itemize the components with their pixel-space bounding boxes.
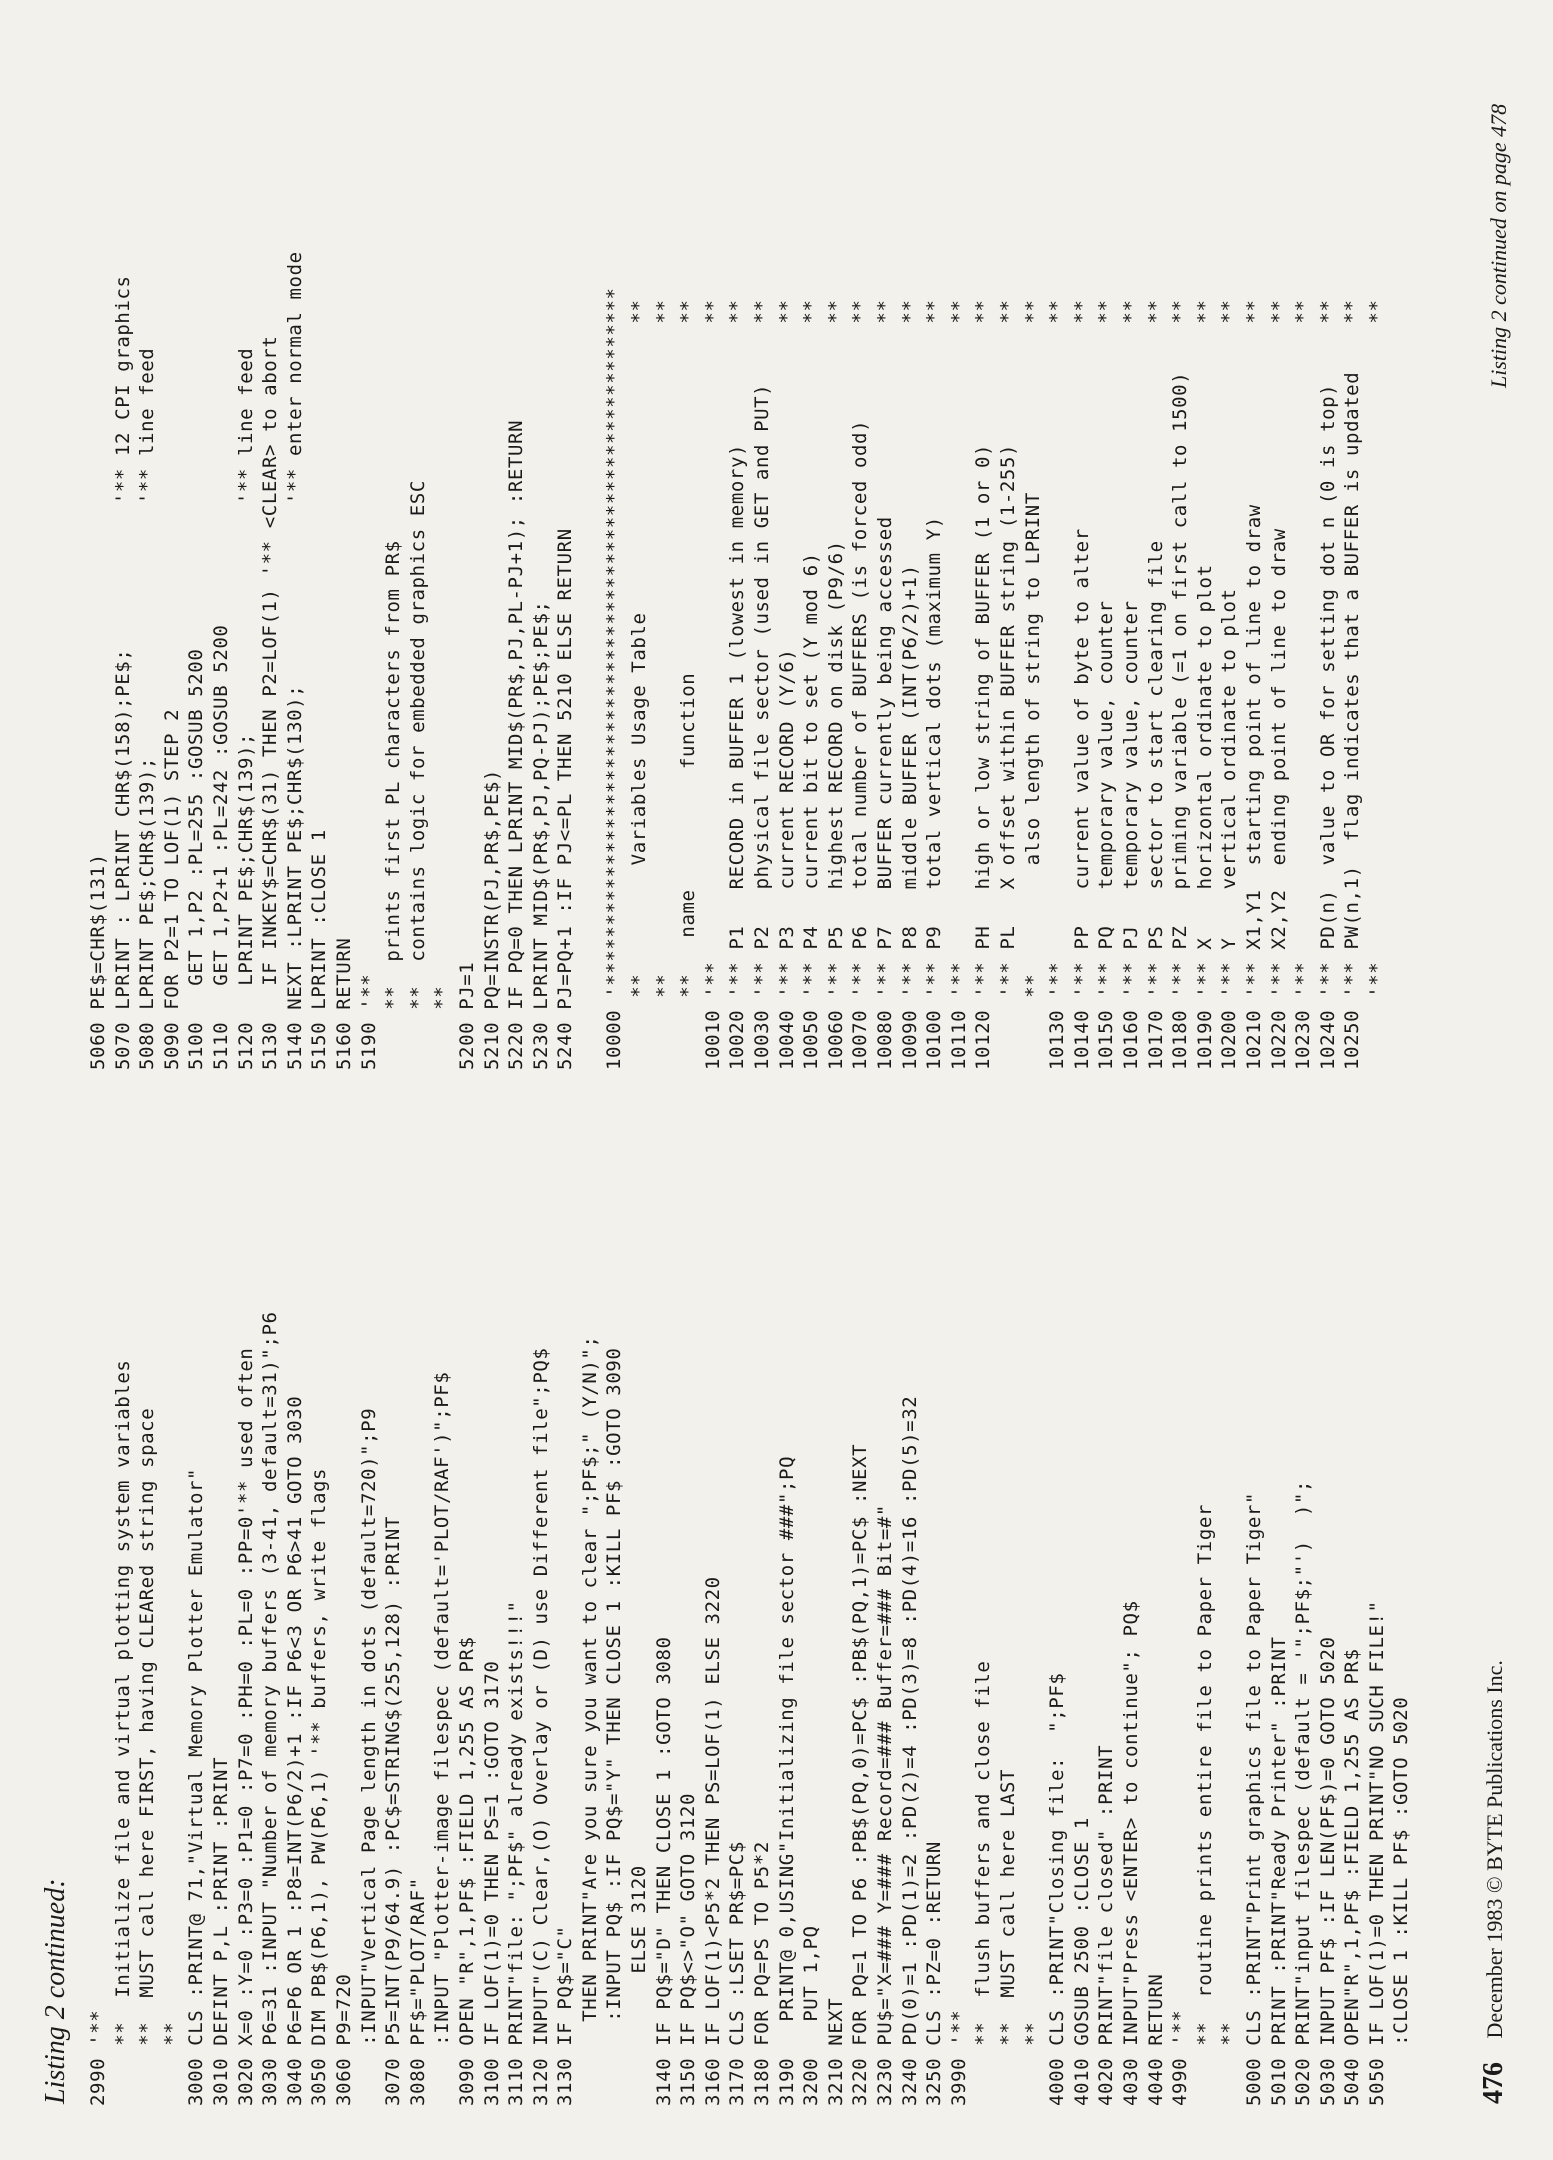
listing-caption: Listing 2 continued: bbox=[40, 1878, 71, 2104]
page-footer bbox=[1478, 1660, 1510, 2104]
code-column-left: 2990 '** ** Initialize file and virtual plotting system variables ** MUST call here FIRST, having CLEARed string space ** 3000 CLS :PRINT@ 71,"Virtual Memory Plotter Emulator" 3010 DEFINT P,L :PRINT :PRINT 3020 X=0 :Y=0 :P3=0 :P1=0 :P7=0 :PH=0 :PL=0 :PP=0'** used often 3030 P6=31 :INPUT "Number of memory buffers (3-41, default=31)";P6 3040 P6=P6 OR 1 :P8=INT(P6/2)+1 :IF P6<3 OR P6>41 GOTO 3030 3050 DIM PB$(P6,1), PW(P6,1) '** buffers, write flags 3060 P9=720 :INPUT"Vertical Page length in dots (default=720)";P9 3070 P5=INT(P9/64.9) :PC$=STRING$(255,128) :PRINT 3080 PF$="PLOT/RAF" :INPUT "Plotter-image filespec (default='PLOT/RAF')";PF$ 3090 OPEN "R",1,PF$ :FIELD 1,255 AS PR$ 3100 IF LOF(1)=0 THEN PS=1 :GOTO 3170 3110 PRINT"file: ";PF$" already exists!!!" 3120 INPUT"(C) Clear,(O) Overlay or (D) use Different file";PQ$ 3130 IF PQ$="C" THEN PRINT"Are you sure you want to clear ";PF$;" (Y/N)"; :INPUT PQ$ :IF PQ$="Y" THEN CLOSE 1 :KILL PF$ :GOTO 3090 ELSE 3120 3140 IF PQ$="D" THEN CLOSE 1 :GOTO 3080 3150 IF PQ$<>"O" GOTO 3120 3160 IF LOF(1)<P5*2 THEN PS=LOF(1) ELSE 3220 3170 CLS :LSET PR$=PC$ 3180 FOR PQ=PS TO P5*2 3190 PRINT@ 0,USING"Initializing file sector ###";PQ 3200 PUT 1,PQ 3210 NEXT 3220 FOR PQ=1 TO P6 :PB$(PQ,0)=PC$ :PB$(PQ,1)=PC$ :NEXT 3230 PU$="X=### Y=### Record=### Buffer=### Bit=#" 3240 PD(0)=1 :PD(1)=2 :PD(2)=4 :PD(3)=8 :PD(4)=16 :PD(5)=32 3250 CLS :PZ=0 :RETURN 3990 '** ** flush buffers and close file ** MUST call here LAST ** 4000 CLS :PRINT"Closing file: ";PF$ 4010 GOSUB 2500 :CLOSE 1 4020 PRINT"file closed" :PRINT 4030 INPUT"Press <ENTER> to continue"; PQ$ 4040 RETURN 4990 '** ** routine prints entire file to Paper Tiger ** 5000 CLS :PRINT"Print graphics file to Paper Tiger" 5010 PRINT :PRINT"Ready Printer" :PRINT 5020 PRINT"input filespec (default = '";PF$;"') )"; 5030 INPUT PF$ :IF LEN(PF$)=0 GOTO 5020 5040 OPEN"R",1,PF$ :FIELD 1,255 AS PR$ 5050 IF LOF(1)=0 THEN PRINT"NO SUCH FILE!" :CLOSE 1 :KILL PF$ :GOTO 5020 bbox=[87, 1311, 1413, 2106]
publication-line: December 1983 © BYTE Publications Inc. bbox=[1482, 1660, 1507, 2039]
page-number: 476 bbox=[1478, 2062, 1509, 2104]
continued-note: Listing 2 continued on page 478 bbox=[1486, 103, 1511, 388]
code-column-right: 5060 PE$=CHR$(131) 5070 LPRINT : LPRINT CHR$(158);PE$; '** 12 CPI graphics 5080 LPRINT PE$;CHR$(139); '** line feed 5090 FOR P2=1 TO LOF(1) STEP 2 5100 GET 1,P2 :PL=255 :GOSUB 5200 5110 GET 1,P2+1 :PL=242 :GOSUB 5200 5120 LPRINT PE$;CHR$(139); '** line feed 5130 IF INKEY$=CHR$(31) THEN P2=LOF(1) '** <CLEAR> to abort 5140 NEXT :LPRINT PE$;CHR$(130); '** enter normal mode 5150 LPRINT :CLOSE 1 5160 RETURN 5190 '** ** prints first PL characters from PR$ ** contains logic for embedded graphics ESC ** 5200 PJ=1 5210 PQ=INSTR(PJ,PR$,PE$) 5220 IF PQ=0 THEN LPRINT MID$(PR$,PJ,PL-PJ+1); :RETURN 5230 LPRINT MID$(PR$,PJ,PQ-PJ);PE$;PE$; 5240 PJ=PQ+1 :IF PJ<=PL THEN 5210 ELSE RETURN 10000 '********************************************************** ** Variables Usage Table ** ** ** ** name function ** 10010 '** ** 10020 '** P1 RECORD in BUFFER 1 (lowest in memory) ** 10030 '** P2 physical file sector (used in GET and PUT) ** 10040 '** P3 current RECORD (Y/6) ** 10050 '** P4 current bit to set (Y mod 6) ** 10060 '** P5 highest RECORD on disk (P9/6) ** 10070 '** P6 total number of BUFFERS (is forced odd) ** 10080 '** P7 BUFFER currently being accessed ** 10090 '** P8 middle BUFFER (INT(P6/2)+1) ** 10100 '** P9 total vertical dots (maximum Y) ** 10110 '** ** 10120 '** PH high or low string of BUFFER (1 or 0) ** '** PL X offset within BUFFER string (1-255) ** ** also length of string to LPRINT ** 10130 '** ** 10140 '** PP current value of byte to alter ** 10150 '** PQ temporary value, counter ** 10160 '** PJ temporary value, counter ** 10170 '** PS sector to start clearing file ** 10180 '** PZ priming variable (=1 on first call to 1500) ** 10190 '** X horizontal ordinate to plot ** 10200 '** Y vertical ordinate to plot ** 10210 '** X1,Y1 starting point of line to draw ** 10220 '** X2,Y2 ending point of line to draw ** 10230 '** ** 10240 '** PD(n) value to OR for setting dot n (0 is top) ** 10250 '** PW(n,1) flag indicates that a BUFFER is updated ** '** ** bbox=[87, 251, 1388, 1070]
